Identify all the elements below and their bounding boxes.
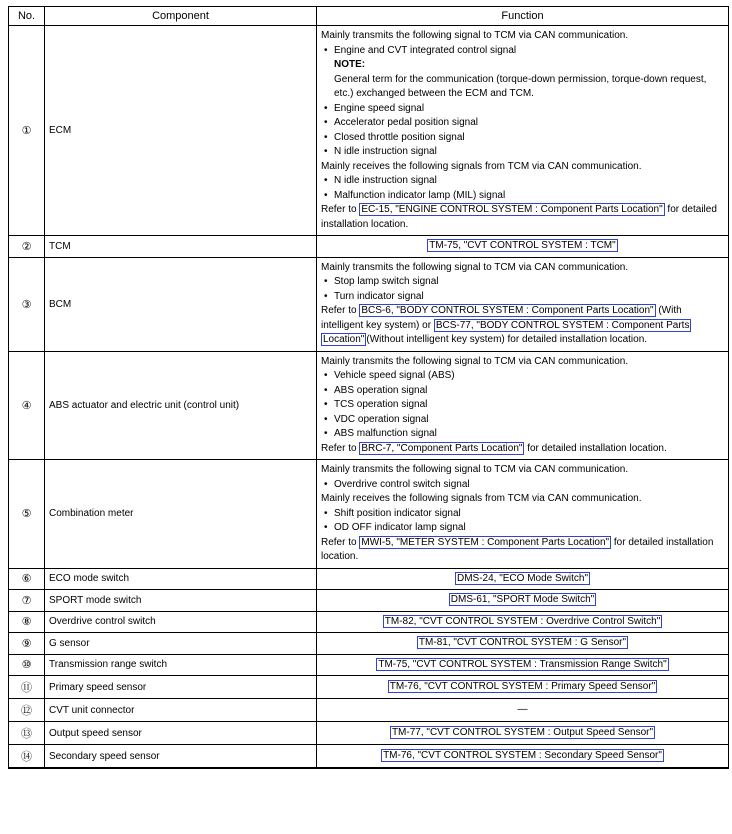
- text-segment: Stop lamp switch signal: [334, 276, 439, 287]
- row-number: ⑬: [9, 722, 45, 745]
- component-name: Transmission range switch: [45, 654, 317, 676]
- function-cell: [317, 633, 729, 655]
- row-number: ⑦: [9, 590, 45, 612]
- bullet-item: [321, 145, 724, 160]
- function-text: [321, 749, 724, 764]
- row-number: ④: [9, 351, 45, 460]
- text-segment: Refer to: [321, 305, 360, 316]
- function-cell: [317, 611, 729, 633]
- text-segment: Turn indicator signal: [334, 290, 424, 302]
- text-segment: Refer to: [321, 442, 360, 454]
- note-text: [321, 58, 724, 73]
- row-number: ⑥: [9, 568, 45, 590]
- table-row: [9, 351, 729, 460]
- bullet-item: [321, 116, 724, 131]
- text-segment: Mainly transmits the following signal to TCM via CAN communication.: [321, 30, 629, 41]
- function-text: [321, 304, 724, 348]
- row-number: ②: [9, 236, 45, 258]
- text-segment: for detailed installation location.: [321, 204, 717, 230]
- reference-link[interactable]: EC-15, "ENGINE CONTROL SYSTEM : Component Parts Location": [361, 204, 663, 215]
- bullet-item: [321, 44, 724, 59]
- function-text: [321, 239, 724, 254]
- bullet-item: [321, 369, 724, 384]
- text-segment: VDC operation signal: [334, 413, 429, 425]
- text-segment: Engine and CVT integrated control signal: [334, 44, 517, 56]
- text-segment: NOTE:: [334, 59, 366, 70]
- reference-link[interactable]: TM-77, "CVT CONTROL SYSTEM : Output Speed Sensor": [391, 726, 654, 738]
- component-name: Overdrive control switch: [45, 611, 317, 633]
- reference-link[interactable]: BCS-6, "BODY CONTROL SYSTEM : Component Parts Location": [361, 305, 654, 316]
- text-segment: Engine speed signal: [334, 102, 425, 114]
- table-row: [9, 590, 729, 612]
- table-row: [9, 676, 729, 699]
- table-row: [9, 722, 729, 745]
- note-text: [321, 73, 724, 102]
- component-function-table: [8, 6, 729, 769]
- function-cell: [317, 26, 729, 236]
- component-name: Primary speed sensor: [45, 676, 317, 699]
- bullet-item: [321, 398, 724, 413]
- function-cell: [317, 236, 729, 258]
- table-body: [9, 26, 729, 769]
- function-text: [321, 658, 724, 673]
- component-name: ECM: [45, 26, 317, 236]
- table-row: [9, 611, 729, 633]
- text-segment: ABS operation signal: [334, 384, 428, 396]
- bullet-item: [321, 521, 724, 536]
- component-name: ECO mode switch: [45, 568, 317, 590]
- table-row: [9, 745, 729, 769]
- text-segment: Mainly transmits the following signal to TCM via CAN communication.: [321, 464, 629, 475]
- bullet-item: [321, 290, 724, 305]
- row-number: ⑧: [9, 611, 45, 633]
- table-row: [9, 26, 729, 236]
- bullet-item: [321, 478, 724, 493]
- function-cell: [317, 568, 729, 590]
- function-text: [321, 463, 724, 478]
- function-cell: [317, 654, 729, 676]
- bullet-item: [321, 427, 724, 442]
- reference-link[interactable]: DMS-61, "SPORT Mode Switch": [450, 594, 595, 605]
- function-text: [321, 726, 724, 741]
- function-text: [321, 703, 724, 718]
- column-header-no: No.: [9, 7, 45, 26]
- function-cell: [317, 699, 729, 722]
- text-segment: General term for the communication (torque-down permission, torque-down request, etc.) exchanged between the ECM and TCM.: [334, 73, 707, 99]
- row-number: ③: [9, 257, 45, 351]
- header-row: [9, 7, 729, 26]
- bullet-item: [321, 189, 724, 204]
- function-cell: [317, 590, 729, 612]
- table-row: [9, 699, 729, 722]
- function-text: [321, 615, 724, 630]
- text-segment: for detailed installation location.: [524, 442, 667, 454]
- bullet-item: [321, 507, 724, 522]
- text-segment: OD OFF indicator lamp signal: [334, 522, 466, 533]
- function-text: [321, 536, 724, 565]
- text-segment: N idle instruction signal: [334, 146, 437, 157]
- component-name: TCM: [45, 236, 317, 258]
- text-segment: Mainly transmits the following signal to TCM via CAN communication.: [321, 355, 629, 367]
- text-segment: Shift position indicator signal: [334, 507, 461, 519]
- reference-link[interactable]: TM-82, "CVT CONTROL SYSTEM : Overdrive Control Switch": [384, 615, 661, 627]
- function-text: [321, 261, 724, 276]
- text-segment: Overdrive control switch signal: [334, 478, 470, 490]
- bullet-item: [321, 413, 724, 428]
- row-number: ⑫: [9, 699, 45, 722]
- table-row: [9, 236, 729, 258]
- text-segment: TCS operation signal: [334, 399, 428, 410]
- reference-link[interactable]: TM-75, "CVT CONTROL SYSTEM : Transmission Range Switch": [378, 658, 667, 670]
- text-segment: N idle instruction signal: [334, 175, 437, 186]
- function-text: [321, 160, 724, 175]
- function-cell: [317, 722, 729, 745]
- reference-link[interactable]: TM-76, "CVT CONTROL SYSTEM : Primary Speed Sensor": [389, 680, 656, 692]
- reference-link[interactable]: TM-76, "CVT CONTROL SYSTEM : Secondary Speed Sensor": [383, 749, 662, 761]
- component-name: ABS actuator and electric unit (control unit): [45, 351, 317, 460]
- reference-link[interactable]: TM-75, "CVT CONTROL SYSTEM : TCM": [429, 240, 616, 251]
- text-segment: Refer to: [321, 204, 360, 215]
- reference-link[interactable]: MWI-5, "METER SYSTEM : Component Parts Location": [361, 536, 610, 548]
- function-text: [321, 636, 724, 651]
- reference-link[interactable]: DMS-24, "ECO Mode Switch": [456, 572, 589, 584]
- reference-link[interactable]: BRC-7, "Component Parts Location": [361, 442, 523, 454]
- function-cell: [317, 676, 729, 699]
- function-text: [321, 442, 724, 457]
- table-row: [9, 568, 729, 590]
- text-segment: Vehicle speed signal (ABS): [334, 370, 455, 381]
- bullet-item: [321, 275, 724, 290]
- table-row: [9, 633, 729, 655]
- text-segment: (With intelligent key system) or: [321, 305, 682, 331]
- text-segment: Closed throttle position signal: [334, 131, 465, 143]
- row-number: ①: [9, 26, 45, 236]
- bullet-item: [321, 384, 724, 399]
- row-number: ⑭: [9, 745, 45, 769]
- table-row: [9, 654, 729, 676]
- table-header: [9, 7, 729, 26]
- text-segment: Mainly receives the following signals from TCM via CAN communication.: [321, 493, 642, 504]
- component-name: CVT unit connector: [45, 699, 317, 722]
- bullet-item: [321, 131, 724, 146]
- component-name: Combination meter: [45, 460, 317, 569]
- function-text: [321, 680, 724, 695]
- reference-link[interactable]: BCS-77, "BODY CONTROL SYSTEM : Component Parts Location": [323, 319, 690, 345]
- text-segment: Refer to: [321, 536, 360, 548]
- table-row: [9, 460, 729, 569]
- function-text: [321, 572, 724, 587]
- function-text: [321, 203, 724, 232]
- function-text: [321, 593, 724, 608]
- function-cell: [317, 257, 729, 351]
- table-row: [9, 257, 729, 351]
- text-segment: (Without intelligent key system) for detailed installation location.: [366, 334, 648, 345]
- row-number: ⑨: [9, 633, 45, 655]
- row-number: ⑩: [9, 654, 45, 676]
- text-segment: Accelerator pedal position signal: [334, 117, 478, 128]
- column-header-component: Component: [45, 7, 317, 26]
- text-segment: —: [517, 703, 528, 715]
- component-name: Output speed sensor: [45, 722, 317, 745]
- text-segment: Mainly receives the following signals from TCM via CAN communication.: [321, 160, 642, 172]
- function-cell: [317, 460, 729, 569]
- text-segment: for detailed installation location.: [321, 536, 714, 562]
- row-number: ⑤: [9, 460, 45, 569]
- function-cell: [317, 745, 729, 769]
- text-segment: ABS malfunction signal: [334, 428, 437, 439]
- bullet-item: [321, 102, 724, 117]
- component-name: BCM: [45, 257, 317, 351]
- column-header-function: Function: [317, 7, 729, 26]
- bullet-item: [321, 174, 724, 189]
- component-name: G sensor: [45, 633, 317, 655]
- function-cell: [317, 351, 729, 460]
- text-segment: Malfunction indicator lamp (MIL) signal: [334, 189, 506, 201]
- function-text: [321, 492, 724, 507]
- row-number: ⑪: [9, 676, 45, 699]
- component-name: SPORT mode switch: [45, 590, 317, 612]
- reference-link[interactable]: TM-81, "CVT CONTROL SYSTEM : G Sensor": [418, 637, 627, 648]
- component-name: Secondary speed sensor: [45, 745, 317, 769]
- function-text: [321, 29, 724, 44]
- function-text: [321, 355, 724, 370]
- text-segment: Mainly transmits the following signal to TCM via CAN communication.: [321, 261, 629, 273]
